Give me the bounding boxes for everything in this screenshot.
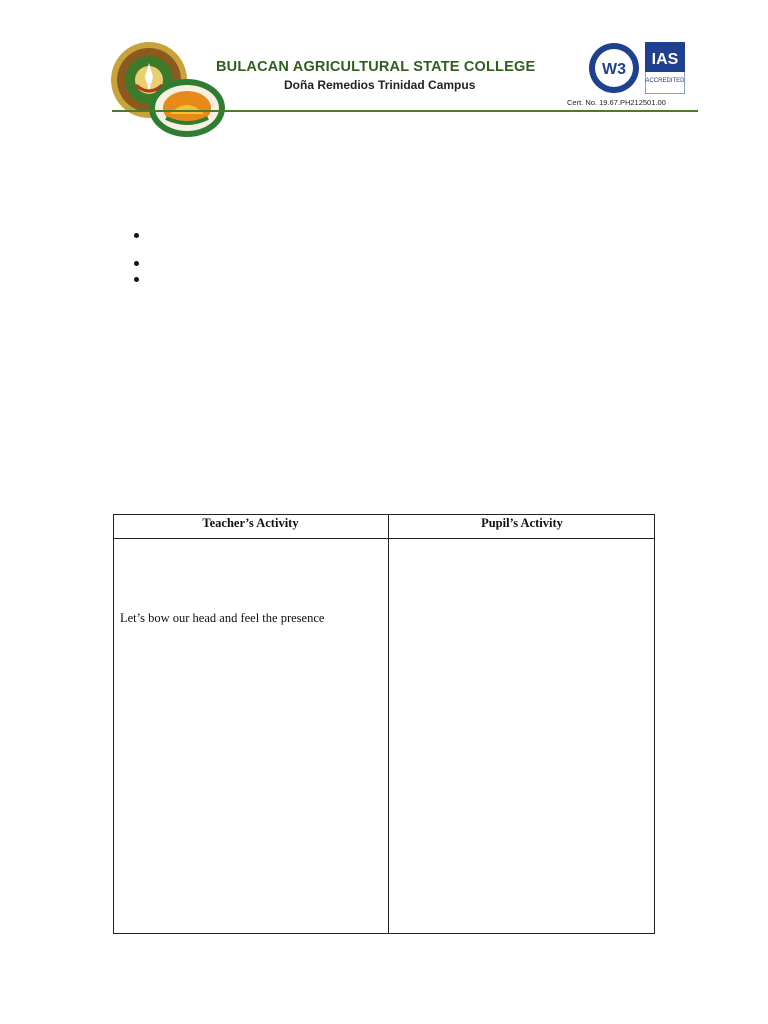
college-name: BULACAN AGRICULTURAL STATE COLLEGE bbox=[216, 59, 536, 75]
bullet-item bbox=[133, 259, 143, 269]
certification-logo bbox=[584, 42, 644, 94]
certificate-number: Cert. No. 19.67.PH212501.00 bbox=[567, 98, 666, 107]
ias-accreditation-logo bbox=[645, 42, 685, 94]
campus-name: Doña Remedios Trinidad Campus bbox=[284, 78, 476, 92]
table-column-divider bbox=[388, 514, 389, 934]
certification-logo-text: W3 bbox=[602, 61, 626, 78]
header-divider bbox=[112, 110, 698, 112]
teacher-activity-cell: Let’s bow our head and feel the presence bbox=[120, 611, 325, 625]
ias-sub-label: ACCREDITED bbox=[645, 78, 685, 84]
activity-table bbox=[113, 514, 655, 934]
ias-label: IAS bbox=[651, 51, 679, 68]
pupil-activity-header: Pupil’s Activity bbox=[481, 516, 563, 530]
campus-seal-logo bbox=[148, 78, 226, 138]
teacher-activity-header: Teacher’s Activity bbox=[202, 516, 299, 530]
bullet-item bbox=[133, 275, 143, 285]
bullet-item bbox=[133, 231, 143, 241]
